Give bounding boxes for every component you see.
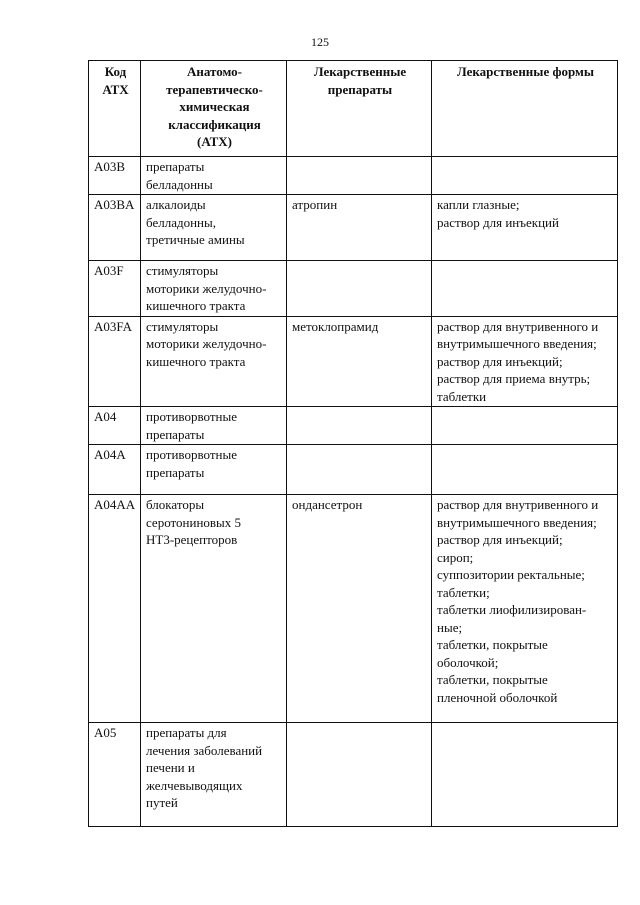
classification-cell [141, 445, 287, 495]
drug-cell [287, 723, 432, 827]
forms-line: раствор для инъекций; [437, 353, 563, 369]
table-row [89, 407, 618, 445]
forms-line: таблетки лиофилизирован- [437, 602, 587, 617]
drug-cell [287, 407, 432, 445]
code-cell: A03F [89, 261, 141, 317]
table-row [89, 261, 618, 317]
header-classification-line: Анатомо- [186, 64, 243, 79]
drug-line: ондансетрон [292, 497, 363, 512]
classification-line: белладонны [146, 176, 213, 192]
classification-cell [141, 261, 287, 317]
forms-line: капли глазные; [437, 197, 520, 212]
atx-table [88, 60, 618, 827]
forms-line: таблетки, покрытые [437, 637, 548, 652]
forms-line: внутримышечного введения; [437, 336, 597, 351]
header-forms [432, 61, 618, 157]
header-code-line: АТХ [102, 81, 129, 97]
drug-line: метоклопрамид [292, 318, 379, 334]
forms-cell [432, 723, 618, 827]
forms-line: раствор для инъекций; [437, 532, 563, 547]
forms-line: таблетки [437, 388, 487, 404]
classification-line: препараты для [146, 725, 227, 740]
forms-line: раствор для инъекций [437, 214, 559, 230]
page-number: 125 [311, 35, 329, 49]
classification-cell [141, 723, 287, 827]
table-row [89, 495, 618, 723]
header-drugs-line: Лекарственные [313, 64, 407, 79]
classification-line: алкалоиды [146, 197, 206, 212]
drug-cell [287, 157, 432, 195]
classification-line: белладонны, [146, 214, 216, 230]
classification-line: блокаторы [146, 497, 205, 512]
code-cell: A03BA [89, 195, 141, 261]
forms-line: ные; [437, 619, 463, 635]
drug-line: атропин [292, 197, 338, 212]
classification-cell [141, 495, 287, 723]
classification-line: кишечного тракта [146, 353, 246, 369]
forms-cell [432, 261, 618, 317]
classification-cell [141, 316, 287, 407]
header-drugs-line: препараты [327, 81, 393, 97]
classification-line: третичные амины [146, 232, 245, 247]
forms-cell [432, 316, 618, 407]
classification-line: стимуляторы [146, 318, 219, 334]
classification-line: путей [146, 795, 178, 810]
forms-line: внутримышечного введения; [437, 514, 597, 530]
drug-cell [287, 445, 432, 495]
classification-line: НТ3-рецепторов [146, 532, 238, 547]
table-row [89, 195, 618, 261]
drug-cell [287, 261, 432, 317]
classification-line: препараты [146, 426, 205, 442]
header-forms-line: Лекарственные формы [456, 64, 595, 79]
forms-cell [432, 157, 618, 195]
classification-line: противорвотные [146, 409, 237, 424]
classification-line: противорвотные [146, 447, 237, 462]
classification-line: лечения заболеваний [146, 742, 263, 758]
forms-line: таблетки, покрытые [437, 672, 548, 687]
forms-line: раствор для внутривенного и [437, 497, 599, 512]
classification-line: кишечного тракта [146, 298, 246, 313]
classification-line: препараты [146, 159, 205, 174]
code-cell: A04 [89, 407, 141, 445]
code-cell: A04AA [89, 495, 141, 723]
drug-cell [287, 495, 432, 723]
forms-cell [432, 445, 618, 495]
classification-line: препараты [146, 464, 205, 480]
code-cell: A03FA [89, 316, 141, 407]
table-row [89, 157, 618, 195]
forms-line: сироп; [437, 549, 474, 565]
forms-line: суппозитории ректальные; [437, 567, 585, 582]
forms-cell [432, 407, 618, 445]
header-code [89, 61, 141, 157]
forms-line: оболочкой; [437, 654, 499, 670]
classification-cell [141, 157, 287, 195]
forms-line: раствор для приема внутрь; [437, 371, 591, 386]
code-cell: A05 [89, 723, 141, 827]
header-classification-line: классификация [168, 116, 261, 132]
header-classification-line: терапевтическо- [166, 81, 263, 97]
forms-cell [432, 195, 618, 261]
code-cell: A04A [89, 445, 141, 495]
forms-line: таблетки; [437, 584, 490, 600]
header-code-line: Код [104, 64, 127, 79]
classification-line: печени и [146, 760, 195, 775]
header-classification-line: (АТХ) [197, 134, 232, 149]
forms-cell [432, 495, 618, 723]
forms-line: пленочной оболочкой [437, 689, 558, 705]
classification-cell [141, 195, 287, 261]
header-drugs [287, 61, 432, 157]
classification-line: моторики желудочно- [146, 280, 267, 296]
table-row [89, 723, 618, 827]
classification-line: серотониновых 5 [146, 514, 242, 530]
table-row [89, 445, 618, 495]
table-header-row [89, 61, 618, 157]
classification-cell [141, 407, 287, 445]
drug-cell [287, 195, 432, 261]
classification-line: моторики желудочно- [146, 336, 267, 351]
classification-line: желчевыводящих [146, 777, 243, 793]
code-cell: A03B [89, 157, 141, 195]
header-classification [141, 61, 287, 157]
header-classification-line: химическая [179, 99, 250, 114]
classification-line: стимуляторы [146, 263, 219, 278]
drug-cell [287, 316, 432, 407]
forms-line: раствор для внутривенного и [437, 318, 599, 334]
table-row [89, 316, 618, 407]
